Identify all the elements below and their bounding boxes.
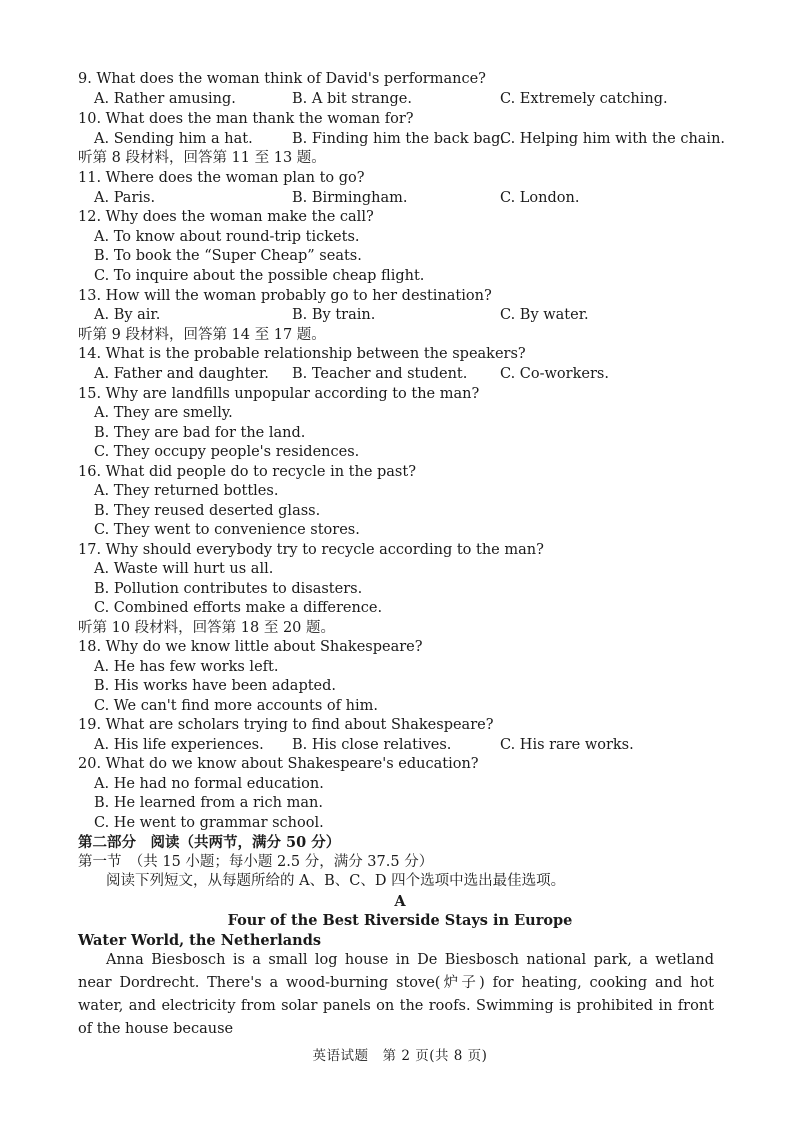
question-13: 13. How will the woman probably go to her destination? [78, 288, 492, 304]
paragraph-text: Anna Biesbosch is a small log house in De Biesbosch national park, a wetland near Dordrecht. There's a wood-burning stove(炉子) for heating, cooking and hot water, and electricity from solar panels on the roofs. Swimming is prohibited in front of the house because [78, 952, 714, 1037]
q19-option-c: C. His rare works. [500, 737, 634, 753]
question-12: 12. Why does the woman make the call? [78, 209, 374, 225]
passage-subheading: Water World, the Netherlands [78, 932, 322, 949]
q9-option-a: A. Rather amusing. [94, 91, 236, 107]
q13-option-b: B. By train. [292, 307, 376, 323]
q10-option-c: C. Helping him with the chain. [500, 131, 726, 147]
question-17: 17. Why should everybody try to recycle according to the man? [78, 542, 544, 558]
q12-option-b: B. To book the “Super Cheap” seats. [94, 248, 362, 264]
q18-option-b: B. His works have been adapted. [94, 678, 337, 694]
q19-option-b: B. His close relatives. [292, 737, 452, 753]
question-16: 16. What did people do to recycle in the past? [78, 464, 416, 480]
q15-option-a: A. They are smelly. [94, 405, 233, 421]
q20-option-c: C. He went to grammar school. [94, 815, 324, 831]
listening-header-9: 听第 9 段材料，回答第 14 至 17 题。 [78, 327, 326, 343]
q14-option-b: B. Teacher and student. [292, 366, 468, 382]
q16-option-a: A. They returned bottles. [94, 483, 279, 499]
q15-option-b: B. They are bad for the land. [94, 425, 306, 441]
q13-option-c: C. By water. [500, 307, 589, 323]
q13-option-a: A. By air. [94, 307, 161, 323]
q18-option-c: C. We can't find more accounts of him. [94, 698, 378, 714]
question-20: 20. What do we know about Shakespeare's education? [78, 756, 479, 772]
part-two-heading: 第二部分 阅读（共两节，满分 50 分） [78, 834, 341, 851]
passage-letter: A [394, 893, 406, 910]
question-18: 18. Why do we know little about Shakespeare? [78, 639, 423, 655]
q9-option-b: B. A bit strange. [292, 91, 412, 107]
q17-option-a: A. Waste will hurt us all. [94, 561, 274, 577]
q18-option-a: A. He has few works left. [94, 659, 279, 675]
q9-option-c: C. Extremely catching. [500, 91, 668, 107]
q17-option-c: C. Combined efforts make a difference. [94, 600, 383, 616]
q19-option-a: A. His life experiences. [94, 737, 264, 753]
listening-header-8: 听第 8 段材料，回答第 11 至 13 题。 [78, 150, 326, 166]
passage-paragraph [78, 949, 714, 1041]
q10-option-a: A. Sending him a hat. [94, 131, 253, 147]
q12-option-c: C. To inquire about the possible cheap flight. [94, 268, 425, 284]
q14-option-a: A. Father and daughter. [94, 366, 269, 382]
q20-option-a: A. He had no formal education. [94, 776, 324, 792]
q10-option-b: B. Finding him the back bag. [292, 131, 506, 147]
reading-instruction: 阅读下列短文，从每题所给的 A、B、C、D 四个选项中选出最佳选项。 [106, 873, 566, 889]
question-9: 9. What does the woman think of David's performance? [78, 71, 486, 87]
q14-option-c: C. Co-workers. [500, 366, 609, 382]
q16-option-c: C. They went to convenience stores. [94, 522, 360, 538]
question-19: 19. What are scholars trying to find about Shakespeare? [78, 717, 494, 733]
q12-option-a: A. To know about round-trip tickets. [94, 229, 360, 245]
q11-option-a: A. Paris. [94, 190, 156, 206]
question-15: 15. Why are landfills unpopular according to the man? [78, 386, 480, 402]
page-footer: 英语试题 第 2 页(共 8 页) [312, 1048, 488, 1064]
question-10: 10. What does the man thank the woman for? [78, 111, 414, 127]
q11-option-c: C. London. [500, 190, 580, 206]
question-14: 14. What is the probable relationship between the speakers? [78, 346, 526, 362]
question-11: 11. Where does the woman plan to go? [78, 170, 365, 186]
q17-option-b: B. Pollution contributes to disasters. [94, 581, 363, 597]
passage-title: Four of the Best Riverside Stays in Europe [227, 912, 573, 929]
section-one-heading: 第一节 （共 15 小题；每小题 2.5 分，满分 37.5 分） [78, 854, 434, 870]
q11-option-b: B. Birmingham. [292, 190, 408, 206]
listening-header-10: 听第 10 段材料，回答第 18 至 20 题。 [78, 620, 336, 636]
q20-option-b: B. He learned from a rich man. [94, 795, 323, 811]
q15-option-c: C. They occupy people's residences. [94, 444, 360, 460]
q16-option-b: B. They reused deserted glass. [94, 503, 321, 519]
